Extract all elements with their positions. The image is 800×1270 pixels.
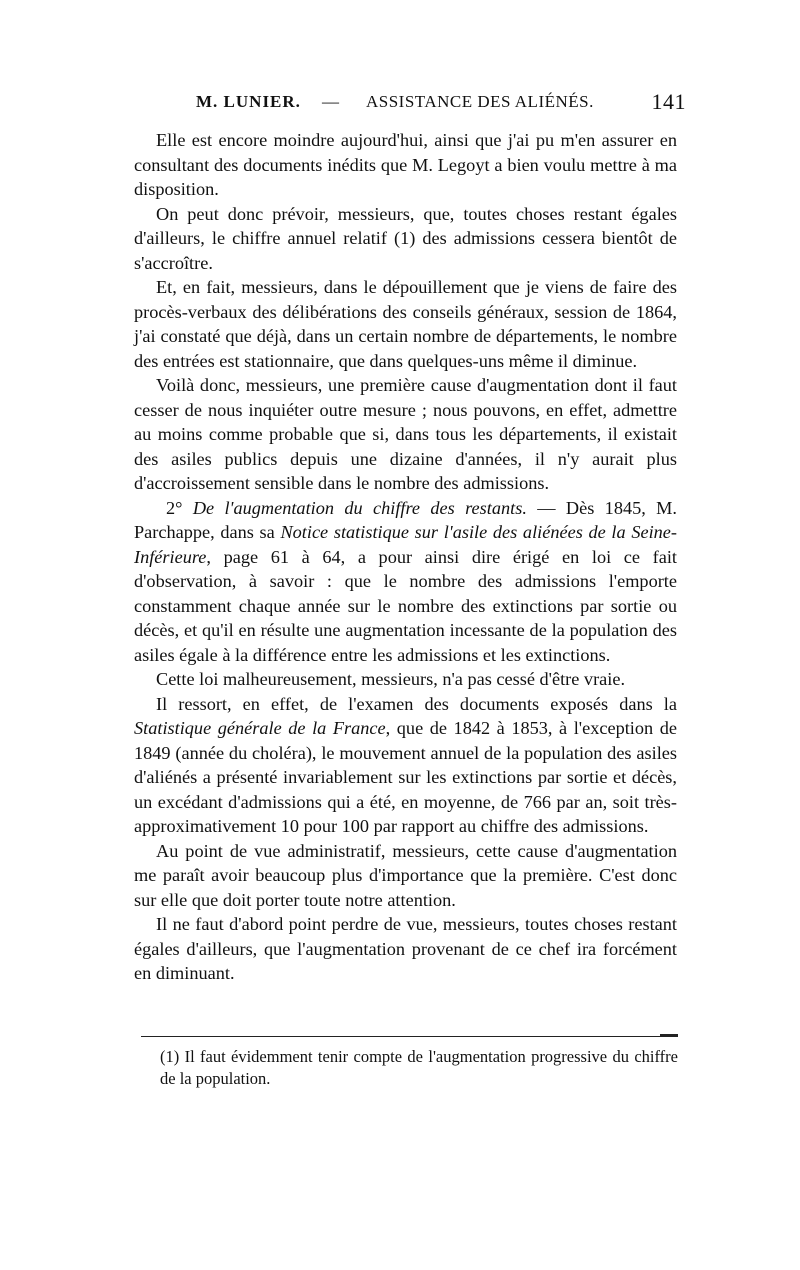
paragraph-5-text-b: , page 61 à 64, a pour ainsi dire érigé en loi ce fait d'observation, à savoir : que le nombre des admissions l'emporte constamment chaque année sur le nombre des extinctions par sortie ou décès, et qu'il en résulte une augmentation incessante de la population des asiles égale à la différence entre les admissions et les extinctions. xyxy=(134,546,677,665)
paragraph-1: Elle est encore moindre aujourd'hui, ainsi que j'ai pu m'en assurer en consultant des documents inédits que M. Legoyt a bien voulu mettre à ma disposition. xyxy=(134,130,677,199)
header-author: M. LUNIER. xyxy=(196,92,301,111)
footnote-divider xyxy=(141,1036,677,1037)
footnote xyxy=(138,1046,678,1090)
header-title: ASSISTANCE DES ALIÉNÉS. xyxy=(366,92,594,111)
paragraph-4: Voilà donc, messieurs, une première cause d'augmentation dont il faut cesser de nous inquiéter outre mesure ; nous pouvons, en effet, admettre au moins comme probable que si, dans tous les départements, il existait des asiles publics depuis une dizaine d'années, il n'y aurait plus d'accroissement sensible dans le nombre des admissions. xyxy=(134,375,677,493)
paragraph-3: Et, en fait, messieurs, dans le dépouillement que je viens de faire des procès-verbaux des délibérations des conseils généraux, session de 1864, j'ai constaté que déjà, dans un certain nombre de départements, le nombre des entrées est stationnaire, que dans quelques-uns même il diminue. xyxy=(134,277,677,371)
header-dash: — xyxy=(322,92,340,111)
paragraph-7 xyxy=(134,692,677,839)
footnote-divider-mark xyxy=(660,1034,678,1037)
paragraph-7-text-b: , que de 1842 à 1853, à l'exception de 1849 (année du choléra), le mouvement annuel de la population des asiles d'aliénés a présenté invariablement sur les extinctions par sortie et décès, un excédant d'admissions qui a été, en moyenne, de 766 par an, soit très-approximativement 10 pour 100 par rapport au chiffre des admissions. xyxy=(134,718,677,836)
cited-work-statistique: Statistique générale de la France xyxy=(134,718,386,738)
paragraph-2: On peut donc prévoir, messieurs, que, toutes choses restant égales d'ailleurs, le chiffre annuel relatif (1) des admissions cessera bientôt de s'accroître. xyxy=(134,203,677,273)
paragraph-5-section-2 xyxy=(134,496,677,668)
section-number: 2° xyxy=(166,497,183,518)
paragraph-6: Cette loi malheureusement, messieurs, n'a pas cessé d'être vraie. xyxy=(156,669,626,689)
paragraph-5-text-a: — Dès 1845, M. Parchappe, dans sa xyxy=(134,497,677,542)
running-header xyxy=(196,89,686,120)
footnote-text: (1) Il faut évidemment tenir compte de l'augmentation progressive du chiffre de la population. xyxy=(160,1047,678,1088)
paragraph-8: Au point de vue administratif, messieurs, cette cause d'augmentation me paraît avoir beaucoup plus d'importance que la première. C'est donc sur elle que doit porter toute notre attention. xyxy=(134,840,677,910)
paragraph-7-text-a: Il ressort, en effet, de l'examen des documents exposés dans la xyxy=(156,693,677,714)
section-heading: De l'augmentation du chiffre des restants. xyxy=(192,497,527,518)
main-text xyxy=(134,128,677,986)
paragraph-9: Il ne faut d'abord point perdre de vue, messieurs, toutes choses restant égales d'ailleurs, que l'augmentation provenant de ce chef ira forcément en diminuant. xyxy=(134,914,677,983)
cited-work-notice: Notice statistique sur l'asile des aliénées de la Seine-Inférieure xyxy=(134,522,677,567)
page-number: 141 xyxy=(651,89,686,114)
